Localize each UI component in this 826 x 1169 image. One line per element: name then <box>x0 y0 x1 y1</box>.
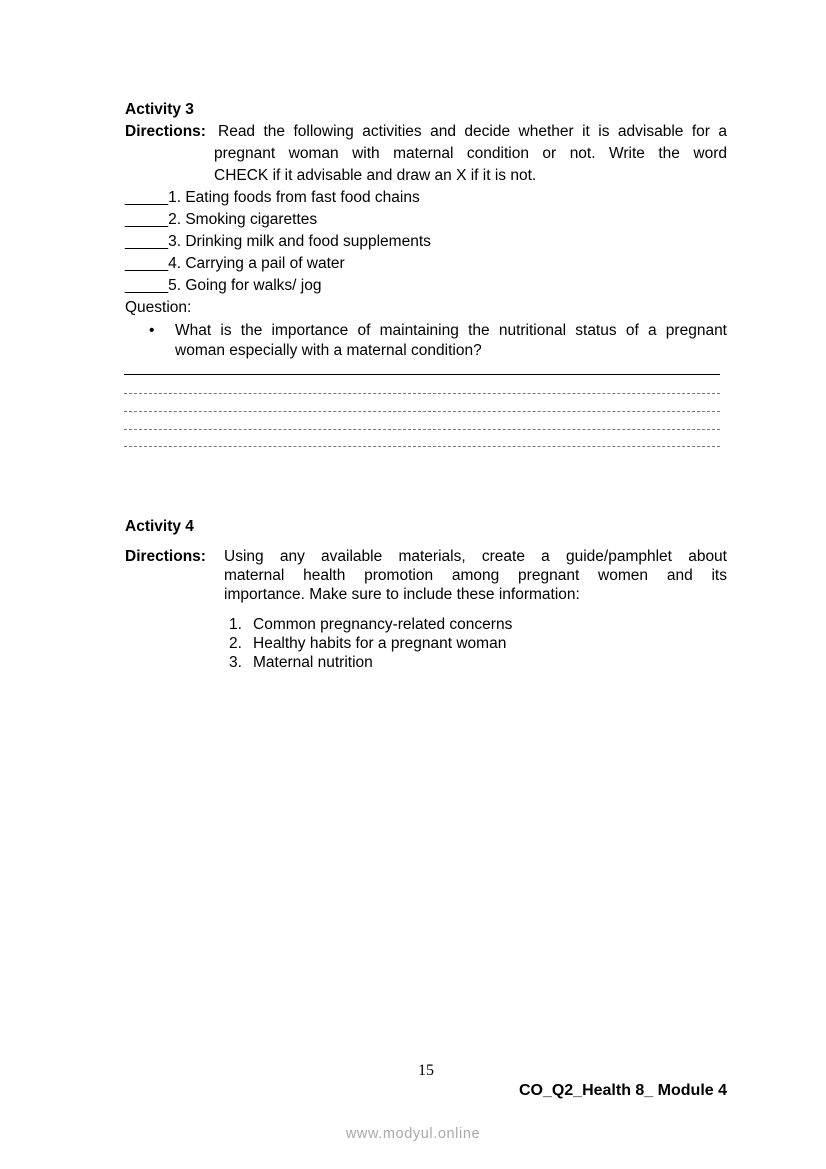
module-code: CO_Q2_Health 8_ Module 4 <box>518 1082 727 1099</box>
activity3-item: _____1. Eating foods from fast food chains <box>125 189 420 206</box>
question-line-1: What is the importance of maintaining the nutritional status of a pregnant <box>175 322 727 339</box>
answer-line[interactable] <box>124 429 720 430</box>
list-item-number: 3. <box>229 654 242 671</box>
activity3-item: _____5. Going for walks/ jog <box>125 277 322 294</box>
question-label: Question: <box>125 299 192 316</box>
watermark: www.modyul.online <box>345 1126 481 1142</box>
list-item-text: Common pregnancy-related concerns <box>253 616 513 633</box>
answer-line[interactable] <box>124 393 720 394</box>
activity3-directions-label: Directions: <box>125 123 206 140</box>
activity4-directions-line-3: importance. Make sure to include these information: <box>224 586 580 603</box>
list-item-number: 2. <box>229 635 242 652</box>
activity4-directions-line-2: maternal health promotion among pregnant women and its <box>224 567 727 584</box>
activity3-item: _____2. Smoking cigarettes <box>125 211 318 228</box>
bullet-icon: • <box>149 322 155 339</box>
activity3-item: _____3. Drinking milk and food supplements <box>125 233 431 250</box>
activity4-title: Activity 4 <box>125 518 194 535</box>
list-item-number: 1. <box>229 616 242 633</box>
list-item-text: Maternal nutrition <box>253 654 373 671</box>
activity3-directions-line-3: CHECK if it advisable and draw an X if it is not. <box>214 167 537 184</box>
list-item-text: Healthy habits for a pregnant woman <box>253 635 507 652</box>
activity4-directions-label: Directions: <box>125 548 206 565</box>
activity4-directions-line-1: Using any available materials, create a guide/pamphlet about <box>224 548 727 565</box>
answer-line[interactable] <box>124 374 720 375</box>
activity3-title: Activity 3 <box>125 101 194 118</box>
answer-line[interactable] <box>124 411 720 412</box>
page-number: 15 <box>418 1062 434 1079</box>
activity3-directions-line-1: Read the following activities and decide whether it is advisable for a <box>218 123 727 140</box>
activity3-directions-line-2: pregnant woman with maternal condition or not. Write the word <box>214 145 727 162</box>
answer-line[interactable] <box>124 446 720 447</box>
question-line-2: woman especially with a maternal condition? <box>175 342 482 359</box>
activity3-item: _____4. Carrying a pail of water <box>125 255 345 272</box>
